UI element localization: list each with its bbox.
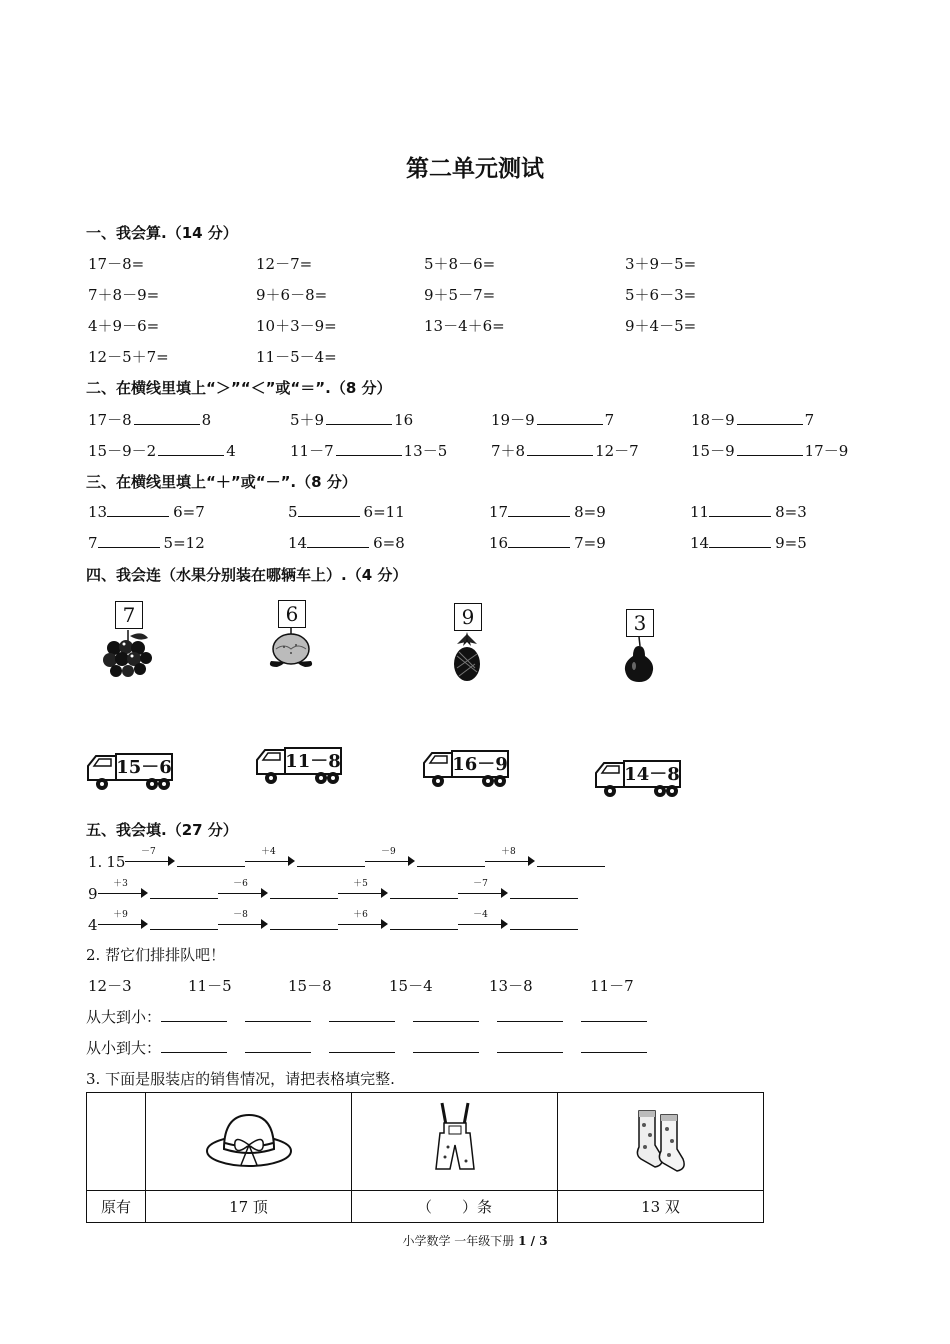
chain-start: 9 [88, 885, 98, 903]
arrow-shaft [218, 893, 262, 894]
arrow-shaft [245, 861, 289, 862]
compare-left: 18－9 [691, 411, 735, 429]
calc-problem: 11－5－4= [256, 348, 337, 366]
truck[interactable] [422, 745, 512, 789]
sales-table [86, 1092, 764, 1223]
order-item: 12－3 [88, 977, 132, 995]
sign-right: 6=8 [373, 534, 405, 552]
sign-left: 14 [288, 534, 308, 552]
q2-title: 2. 帮它们排排队吧！ [86, 946, 226, 964]
order-item: 11－5 [188, 977, 232, 995]
arrow-shaft [365, 861, 409, 862]
answer-blank[interactable] [581, 1038, 647, 1053]
answer-blank[interactable] [413, 1007, 479, 1022]
sign-problem [88, 502, 205, 521]
compare-right: 7 [804, 411, 815, 429]
answer-blank[interactable] [413, 1038, 479, 1053]
fruit-number: 3 [626, 609, 654, 637]
answer-blank[interactable] [497, 1007, 563, 1022]
answer-blank[interactable] [508, 502, 570, 517]
arrow-head-icon [501, 919, 508, 929]
step-arrow [485, 847, 535, 867]
compare-problem [691, 409, 814, 430]
compare-right: 13－5 [403, 442, 448, 460]
truck-label: 15－6 [116, 757, 172, 778]
answer-blank[interactable] [508, 533, 570, 548]
step-arrow [338, 910, 388, 930]
arrow-head-icon [528, 856, 535, 866]
sign-problem [288, 502, 405, 521]
answer-blank[interactable] [270, 915, 338, 930]
sign-left: 5 [288, 503, 298, 521]
step-operation: －6 [233, 879, 248, 889]
hat-icon [204, 1109, 294, 1171]
calc-problem: 4＋9－6= [88, 317, 160, 335]
order-item: 15－8 [288, 977, 332, 995]
answer-blank[interactable] [161, 1007, 227, 1022]
sign-problem [288, 533, 405, 552]
page-title: 第二单元测试 [406, 156, 544, 182]
arrow-shaft [98, 924, 142, 925]
sign-left: 13 [88, 503, 108, 521]
sign-problem [489, 502, 606, 521]
pear-icon [620, 606, 660, 686]
number-chain [88, 847, 605, 871]
answer-blank[interactable] [150, 915, 218, 930]
number-chain [88, 910, 578, 934]
step-arrow [365, 847, 415, 867]
compare-left: 17－8 [88, 411, 132, 429]
step-operation: ＋6 [353, 910, 368, 920]
compare-left: 19－9 [491, 411, 535, 429]
arrow-shaft [338, 924, 382, 925]
compare-problem [290, 409, 413, 430]
fruit-number: 6 [278, 600, 306, 628]
calc-problem: 12－7= [256, 255, 313, 273]
number-chain [88, 879, 578, 903]
arrow-shaft [458, 924, 502, 925]
truck-label: 11－8 [285, 751, 341, 772]
arrow-head-icon [381, 919, 388, 929]
compare-problem [88, 440, 236, 461]
calc-problem: 5＋6－3= [625, 286, 697, 304]
section-3-heading: 三、在横线里填上“＋”或“－”.（8 分） [86, 473, 357, 491]
answer-blank[interactable] [336, 441, 402, 456]
compare-problem [491, 440, 639, 461]
answer-blank[interactable] [298, 502, 360, 517]
pineapple-icon [448, 600, 488, 685]
step-arrow [218, 879, 268, 899]
footer-subject: 小学数学 一年级下册 [402, 1234, 515, 1248]
arrow-shaft [485, 861, 529, 862]
q3-title: 3. 下面是服装店的销售情况，请把表格填完整. [86, 1070, 395, 1088]
chain-start: 4 [88, 916, 98, 934]
table-cell-overalls[interactable]: （ ）条 [352, 1191, 558, 1223]
step-arrow [98, 910, 148, 930]
compare-left: 15－9 [691, 442, 735, 460]
answer-blank[interactable] [390, 884, 458, 899]
truck-label: 16－9 [452, 754, 508, 775]
compare-left: 15－9－2 [88, 442, 157, 460]
sign-left: 17 [489, 503, 509, 521]
answer-blank[interactable] [245, 1007, 311, 1022]
calc-problem: 10＋3－9= [256, 317, 337, 335]
compare-right: 12－7 [595, 442, 639, 460]
sign-right: 5=12 [163, 534, 205, 552]
sign-left: 7 [88, 534, 98, 552]
answer-blank[interactable] [390, 915, 458, 930]
answer-blank[interactable] [510, 884, 578, 899]
sign-left: 14 [690, 534, 710, 552]
step-operation: －4 [473, 910, 488, 920]
arrow-head-icon [381, 888, 388, 898]
step-arrow [218, 910, 268, 930]
sign-left: 16 [489, 534, 509, 552]
truck[interactable] [255, 742, 345, 786]
overalls-icon [430, 1099, 480, 1181]
fruit-peach[interactable] [266, 597, 326, 672]
sign-right: 6=7 [173, 503, 205, 521]
peach-icon [266, 597, 326, 672]
arrow-head-icon [141, 888, 148, 898]
order-desc-row [86, 1006, 647, 1027]
footer-page: 1 / 3 [518, 1234, 548, 1248]
step-operation: －7 [141, 847, 156, 857]
compare-problem [691, 440, 848, 461]
step-operation: －7 [473, 879, 488, 889]
step-operation: ＋5 [353, 879, 368, 889]
step-operation: ＋8 [501, 847, 516, 857]
compare-right: 17－9 [804, 442, 849, 460]
answer-blank[interactable] [297, 852, 365, 867]
grapes-icon [100, 598, 160, 683]
socks-icon [631, 1107, 691, 1173]
truck-label: 14－8 [624, 764, 680, 785]
arrow-head-icon [168, 856, 175, 866]
section-4-heading: 四、我会连（水果分别装在哪辆车上）.（4 分） [86, 566, 408, 584]
answer-blank[interactable] [527, 441, 593, 456]
arrow-head-icon [501, 888, 508, 898]
table-corner [87, 1093, 146, 1191]
arrow-head-icon [408, 856, 415, 866]
calc-problem: 9＋6－8= [256, 286, 328, 304]
answer-blank[interactable] [150, 884, 218, 899]
calc-problem: 3＋9－5= [625, 255, 697, 273]
order-item: 13－8 [489, 977, 533, 995]
step-arrow [338, 879, 388, 899]
order-asc-label: 从小到大： [86, 1039, 162, 1057]
arrow-head-icon [261, 888, 268, 898]
compare-problem [491, 409, 614, 430]
fruit-grapes[interactable] [100, 598, 160, 683]
answer-blank[interactable] [581, 1007, 647, 1022]
fruit-number: 7 [115, 601, 143, 629]
compare-problem [290, 440, 447, 461]
order-asc-row [86, 1037, 647, 1058]
sign-problem [88, 533, 205, 552]
compare-problem [88, 409, 211, 430]
answer-blank[interactable] [537, 410, 603, 425]
answer-blank[interactable] [107, 502, 169, 517]
fruit-pear[interactable] [620, 606, 660, 686]
sign-problem [690, 533, 807, 552]
calc-problem: 9＋4－5= [625, 317, 697, 335]
compare-left: 7＋8 [491, 442, 526, 460]
compare-right: 7 [604, 411, 615, 429]
answer-blank[interactable] [737, 410, 803, 425]
step-operation: －9 [381, 847, 396, 857]
compare-left: 5＋9 [290, 411, 325, 429]
compare-right: 8 [201, 411, 212, 429]
section-2-heading: 二、在横线里填上“＞”“＜”或“＝”.（8 分） [86, 379, 392, 397]
truck[interactable] [86, 748, 176, 792]
fruit-pineapple[interactable] [448, 600, 488, 685]
answer-blank[interactable] [537, 852, 605, 867]
table-cell-hat: 17 顶 [146, 1191, 352, 1223]
answer-blank[interactable] [270, 884, 338, 899]
order-desc-label: 从大到小： [86, 1008, 162, 1026]
fruit-number: 9 [454, 603, 482, 631]
step-arrow [98, 879, 148, 899]
answer-blank[interactable] [737, 441, 803, 456]
table-header-hat [146, 1093, 352, 1191]
calc-problem: 12－5＋7= [88, 348, 169, 366]
compare-right: 16 [394, 411, 414, 429]
step-operation: ＋4 [261, 847, 276, 857]
step-arrow [245, 847, 295, 867]
arrow-head-icon [288, 856, 295, 866]
compare-left: 11－7 [290, 442, 334, 460]
answer-blank[interactable] [134, 410, 200, 425]
sign-left: 11 [690, 503, 710, 521]
section-1-heading: 一、我会算.（14 分） [86, 224, 238, 242]
step-arrow [125, 847, 175, 867]
answer-blank[interactable] [161, 1038, 227, 1053]
step-operation: －8 [233, 910, 248, 920]
sign-problem [690, 502, 807, 521]
arrow-shaft [218, 924, 262, 925]
answer-blank[interactable] [177, 852, 245, 867]
answer-blank[interactable] [98, 533, 160, 548]
sign-right: 9=5 [775, 534, 807, 552]
table-cell-socks: 13 双 [558, 1191, 764, 1223]
table-row-label: 原有 [87, 1191, 146, 1223]
answer-blank[interactable] [245, 1038, 311, 1053]
answer-blank[interactable] [497, 1038, 563, 1053]
step-operation: ＋9 [113, 910, 128, 920]
answer-blank[interactable] [709, 502, 771, 517]
answer-blank[interactable] [158, 441, 224, 456]
table-header-overalls [352, 1093, 558, 1191]
section-5-heading: 五、我会填.（27 分） [86, 821, 238, 839]
calc-problem: 17－8= [88, 255, 145, 273]
answer-blank[interactable] [307, 533, 369, 548]
calc-problem: 7＋8－9= [88, 286, 160, 304]
answer-blank[interactable] [709, 533, 771, 548]
calc-problem: 5＋8－6= [424, 255, 496, 273]
answer-blank[interactable] [329, 1038, 395, 1053]
arrow-shaft [458, 893, 502, 894]
page-footer [0, 1232, 950, 1249]
calc-problem: 9＋5－7= [424, 286, 496, 304]
step-arrow [458, 879, 508, 899]
arrow-shaft [125, 861, 169, 862]
order-item: 11－7 [590, 977, 634, 995]
step-operation: ＋3 [113, 879, 128, 889]
arrow-head-icon [141, 919, 148, 929]
calc-problem: 13－4＋6= [424, 317, 505, 335]
sign-right: 8=3 [775, 503, 807, 521]
answer-blank[interactable] [510, 915, 578, 930]
order-item: 15－4 [389, 977, 433, 995]
arrow-shaft [98, 893, 142, 894]
chain-start: 15 [106, 853, 126, 871]
sign-right: 6=11 [363, 503, 405, 521]
arrow-head-icon [261, 919, 268, 929]
sign-right: 7=9 [574, 534, 606, 552]
sign-problem [489, 533, 606, 552]
step-arrow [458, 910, 508, 930]
answer-blank[interactable] [329, 1007, 395, 1022]
table-header-socks [558, 1093, 764, 1191]
arrow-shaft [338, 893, 382, 894]
compare-right: 4 [226, 442, 236, 460]
sign-right: 8=9 [574, 503, 606, 521]
q1-label: 1. [88, 853, 103, 871]
truck[interactable] [594, 755, 684, 799]
answer-blank[interactable] [326, 410, 392, 425]
answer-blank[interactable] [417, 852, 485, 867]
